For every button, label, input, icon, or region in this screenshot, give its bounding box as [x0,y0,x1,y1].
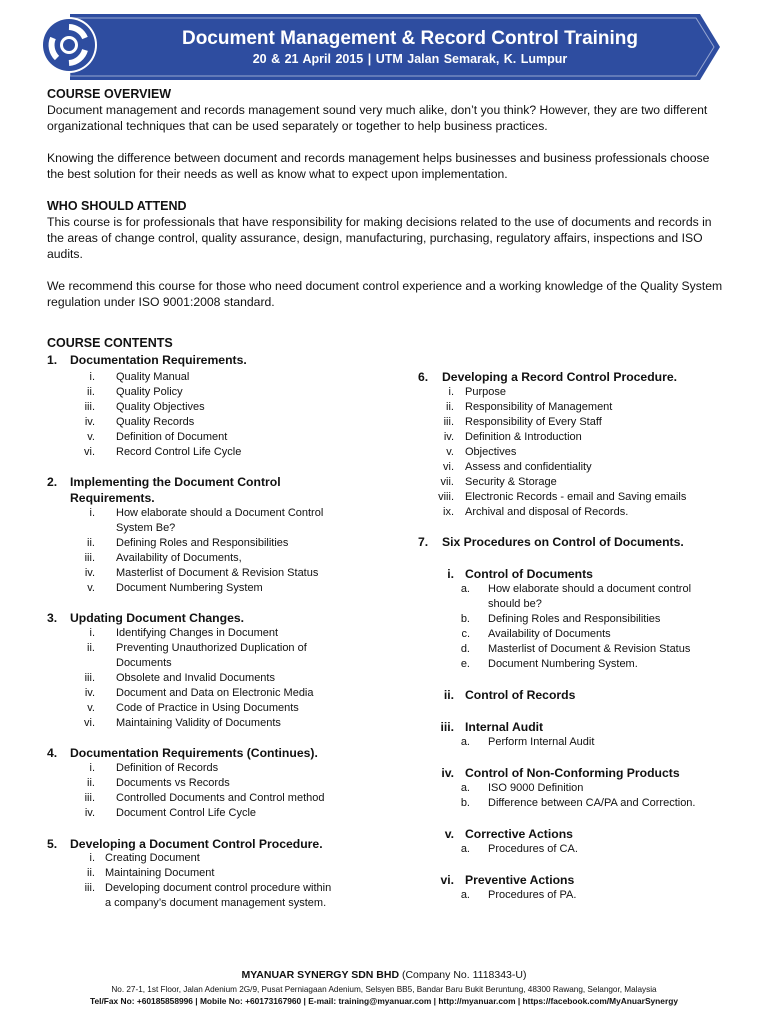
subsection-title: Internal Audit [465,720,544,734]
company-logo-icon [40,16,98,74]
section-title: Updating Document Changes. [70,611,245,625]
item-numeral: iv. [443,431,454,443]
item-letter: a. [460,843,470,855]
list-item: Masterlist of Document & Revision Status [488,643,691,655]
list-item: Maintaining Document [105,867,215,879]
section-number: 1. [47,353,58,367]
page-title: Document Management & Record Control Training [181,28,639,49]
list-item: Quality Records [116,416,195,428]
section-title: Developing a Record Control Procedure. [442,370,677,384]
list-item: ISO 9000 Definition [488,782,584,794]
list-item: Document and Data on Electronic Media [116,687,314,699]
overview-heading: COURSE OVERVIEW [47,87,172,101]
page-subtitle: 20 & 21 April 2015 | UTM Jalan Semarak, K. Lumpur [252,52,568,66]
item-numeral: iv. [84,567,95,579]
subsection-numeral: i. [447,567,454,581]
section-number: 2. [47,475,58,489]
section-number: 3. [47,611,58,625]
item-letter: c. [461,628,470,640]
footer-address: No. 27-1, 1st Floor, Jalan Adenium 2G/9, Pusat Perniagaan Adenium, Selsyen BB5, Bandar Baru Bukit Beruntung, 48300 Rawang, Selangor, Malaysia [111,985,657,994]
list-item: Defining Roles and Responsibilities [488,613,661,625]
list-item-continued: Documents [116,657,172,669]
list-item: Purpose [465,386,506,398]
list-item: Responsibility of Every Staff [465,416,602,428]
item-numeral: iii. [443,416,454,428]
list-item: Quality Objectives [116,401,205,413]
list-item: Availability of Documents [488,628,611,640]
subsection-title: Preventive Actions [465,873,575,887]
subsection-numeral: iv. [441,766,454,780]
item-numeral: vi. [84,717,95,729]
intro-section [47,86,727,326]
item-letter: a. [460,736,470,748]
contents-heading: COURSE CONTENTS [47,336,173,350]
list-item: Code of Practice in Using Documents [116,702,299,714]
list-item-continued: should be? [488,598,542,610]
attend-heading: WHO SHOULD ATTEND [47,199,187,213]
subsection-title: Control of Records [465,688,576,702]
list-item: Assess and confidentiality [465,461,592,473]
item-numeral: iii. [84,401,95,413]
item-numeral: i. [89,371,95,383]
list-item: How elaborate should a document control [488,583,692,595]
item-numeral: iii. [84,672,95,684]
list-item: Definition of Records [116,762,219,774]
list-item: Documents vs Records [116,777,230,789]
list-item: Security & Storage [465,476,557,488]
item-numeral: ii. [87,642,95,654]
list-item: Quality Manual [116,371,190,383]
subsection-numeral: v. [444,827,454,841]
subsection-numeral: ii. [443,688,454,702]
item-numeral: vi. [84,446,95,458]
contents-heading-wrap [47,336,173,350]
attend-paragraph-1: This course is for professionals that have responsibility for making decisions related to the use of documents and records in the areas of change control, quality assurance, design, manufacturing, purchasing, regulatory affairs, inspections and ISO audits. [47,215,712,261]
list-item: How elaborate should a Document Control [116,507,324,519]
item-numeral: ii. [87,777,95,789]
company-name: MYANUAR SYNERGY SDN BHD [241,969,400,981]
list-item: Controlled Documents and Control method [116,792,325,804]
item-numeral: iv. [84,687,95,699]
item-letter: b. [460,613,470,625]
item-numeral: iv. [84,807,95,819]
list-item: Masterlist of Document & Revision Status [116,567,319,579]
item-letter: b. [460,797,470,809]
item-letter: a. [460,782,470,794]
section-title: Six Procedures on Control of Documents. [442,535,684,549]
item-numeral: v. [87,702,95,714]
item-numeral: ii. [87,537,95,549]
list-item-continued: System Be? [116,522,176,534]
section-title: Documentation Requirements. [70,353,247,367]
item-numeral: ii. [87,386,95,398]
list-item: Availability of Documents, [116,552,242,564]
item-letter: a. [460,583,470,595]
list-item: Creating Document [105,852,200,864]
list-item: Document Numbering System. [488,658,638,670]
item-numeral: v. [446,446,454,458]
item-letter: d. [460,643,470,655]
subsection-numeral: iii. [440,720,454,734]
company-number: (Company No. 1118343-U) [399,969,527,981]
item-numeral: iv. [84,416,95,428]
attend-paragraph-2: We recommend this course for those who need document control experience and a working knowledge of the Quality System regulation under ISO 9001:2008 standard. [47,279,723,309]
section-title: Requirements. [70,491,155,505]
list-item: Document Numbering System [116,582,263,594]
list-item: Document Control Life Cycle [116,807,257,819]
section-title: Implementing the Document Control [70,475,281,489]
subsection-title: Control of Documents [465,567,593,581]
section-number: 7. [418,535,429,549]
list-item: Procedures of CA. [488,843,578,855]
item-letter: a. [460,889,470,901]
list-item: Difference between CA/PA and Correction. [488,797,696,809]
list-item: Obsolete and Invalid Documents [116,672,275,684]
section-number: 5. [47,837,58,851]
item-numeral: v. [87,431,95,443]
item-numeral: i. [89,762,95,774]
list-item: Identifying Changes in Document [116,627,279,639]
item-numeral: iii. [84,552,95,564]
item-numeral: ii. [87,867,95,879]
list-item: Archival and disposal of Records. [465,506,629,518]
section-number: 6. [418,370,429,384]
list-item: Quality Policy [116,386,183,398]
list-item: Perform Internal Audit [488,736,595,748]
list-item: Objectives [465,446,517,458]
item-numeral: v. [87,582,95,594]
list-item: Definition & Introduction [465,431,582,443]
subsection-title: Corrective Actions [465,827,573,841]
header-banner [0,0,768,82]
list-item: Electronic Records - email and Saving emails [465,491,687,503]
item-numeral: vii. [440,476,454,488]
overview-paragraph-2: Knowing the difference between document and records management helps businesses and business professionals choose the best solution for their needs as well as know what to expect upon implementation. [47,151,710,181]
section-title: Developing a Document Control Procedure. [70,837,323,851]
list-item: Definition of Document [116,431,228,443]
list-item: Developing document control procedure within [105,882,332,894]
section-number: 4. [47,746,58,760]
item-numeral: i. [89,627,95,639]
overview-paragraph-1: Document management and records management sound very much alike, don’t you think? However, they are two different organizational techniques that can be used separately or together to help business practices. [47,103,708,133]
item-numeral: ii. [446,401,454,413]
item-numeral: vi. [443,461,454,473]
item-numeral: iii. [84,882,95,894]
item-letter: e. [460,658,470,670]
item-numeral: i. [89,852,95,864]
list-item: Record Control Life Cycle [116,446,242,458]
list-item: Maintaining Validity of Documents [116,717,281,729]
item-numeral: viii. [438,491,454,503]
footer-company [0,969,768,981]
item-numeral: iii. [84,792,95,804]
list-item: Defining Roles and Responsibilities [116,537,289,549]
item-numeral: i. [89,507,95,519]
subsection-numeral: vi. [440,873,454,887]
list-item: Preventing Unauthorized Duplication of [116,642,307,654]
list-item: Responsibility of Management [465,401,613,413]
subsection-title: Control of Non-Conforming Products [465,766,680,780]
list-item-continued: a company’s document management system. [105,897,327,909]
item-numeral: ix. [443,506,454,518]
item-numeral: i. [448,386,454,398]
list-item: Procedures of PA. [488,889,577,901]
section-title: Documentation Requirements (Continues). [70,746,318,760]
footer-contacts: Tel/Fax No: +60185858996 | Mobile No: +60173167960 | E-mail: training@myanuar.com | http://myanuar.com | https://facebook.com/MyAnuarSynergy [89,996,678,1006]
